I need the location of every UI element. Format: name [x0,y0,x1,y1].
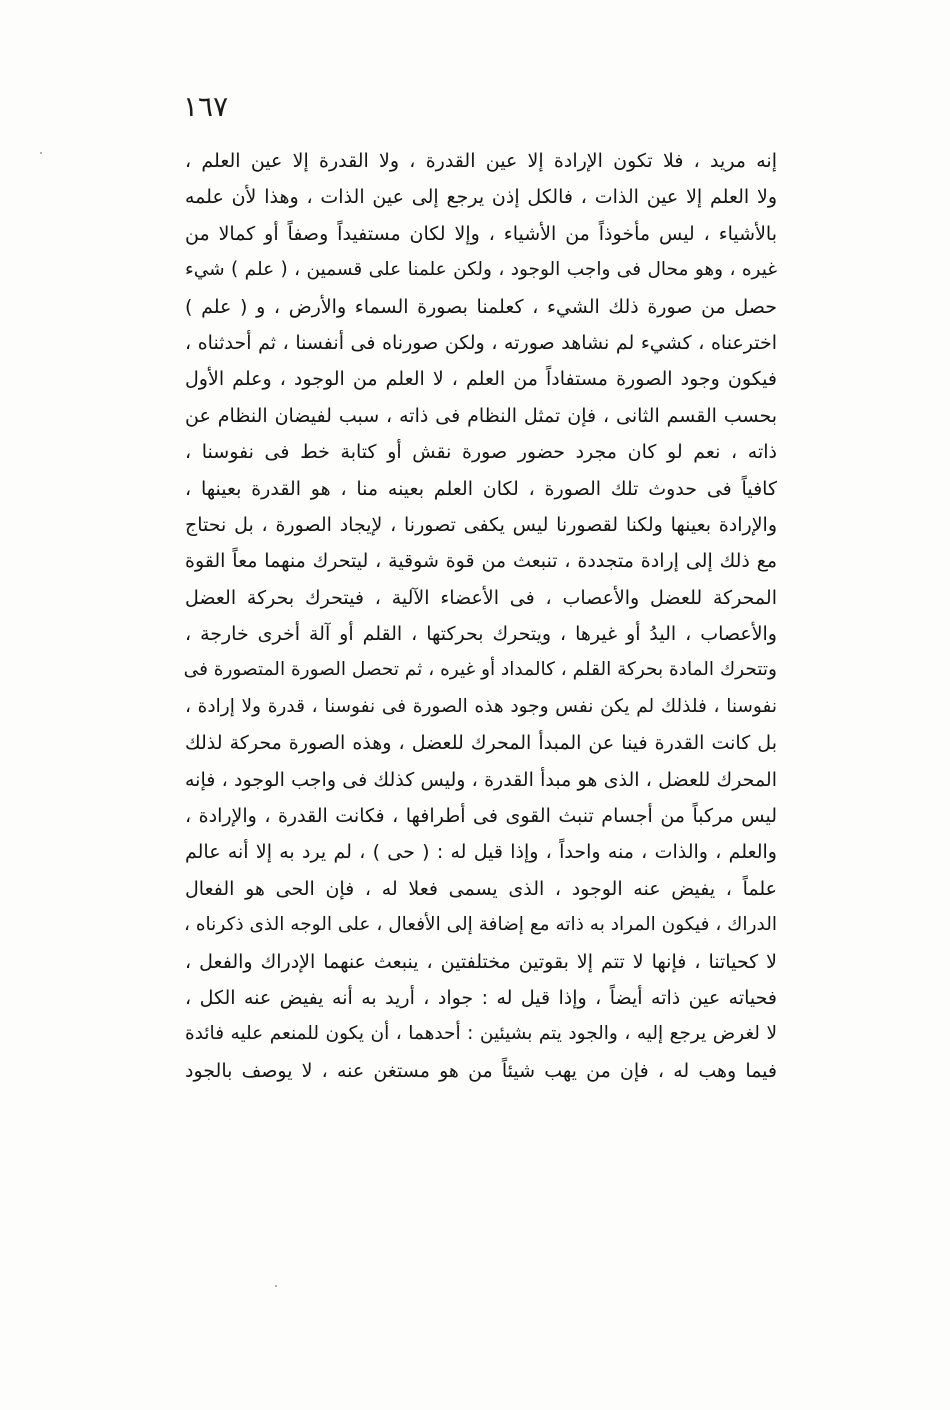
paper-speck [40,152,42,154]
text-line: المحرك للعضل ، الذى هو مبدأ القدرة ، وليس كذلك فى واجب الوجود ، فإنه [185,768,777,791]
text-line: كافياً فى حدوث تلك الصورة ، لكان العلم بعينه منا ، هو القدرة بعينها ، [185,477,777,500]
text-line: بحسب القسم الثانى ، فإن تمثل النظام فى ذاته ، سبب لفيضان النظام عن [185,404,777,427]
text-line: حصل من صورة ذلك الشيء ، كعلمنا بصورة السماء والأرض ، و ( علم ) [185,295,777,318]
paper-speck [275,1285,277,1287]
text-line: بالأشياء ، ليس مأخوذاً من الأشياء ، وإلا لكان مستفيداً وصفاً أو كمالا من [185,222,777,245]
text-line: غيره ، وهو محال فى واجب الوجود ، ولكن علمنا على قسمين ، ( علم ) شيء [185,259,777,281]
text-line: الدراك ، فيكون المراد به ذاته مع إضافة إلى الأفعال ، على الوجه الذى ذكرناه ، [184,914,777,936]
text-line: لا كحياتنا ، فإنها لا تتم إلا بقوتين مختلفتين ، ينبعث عنهما الإدراك والفعل ، [185,950,777,973]
text-line: المحركة للعضل والأعصاب ، فى الأعضاء الآلية ، فيتحرك بحركة العضل [185,586,777,609]
text-line: فيما وهب له ، فإن من يهب شيئاً من هو مستغن عنه ، لا يوصف بالجود [185,1059,777,1082]
text-line: وتتحرك المادة بحركة القلم ، كالمداد أو غيره ، ثم تحصل الصورة المتصورة فى [183,659,777,681]
page-number: ١٦٧ [183,90,229,123]
text-line: والعلم ، والذات ، منه واحداً ، وإذا قيل له : ( حى ) ، لم يرد به إلا أنه عالم [185,841,777,864]
text-line: والإرادة بعينها ولكنا لقصورنا ليس يكفى تصورنا ، لإيجاد الصورة ، بل نحتاج [185,513,777,536]
text-line: فحياته عين ذاته أيضاً ، وإذا قيل له : جواد ، أريد به أنه يفيض عنه الكل ، [185,986,777,1009]
text-line: نفوسنا ، فلذلك لم يكن نفس وجود هذه الصورة فى نفوسنا ، قدرة ولا إرادة ، [185,695,777,717]
text-line: والأعصاب ، اليدُ أو غيرها ، ويتحرك بحركتها ، القلم أو آلة أخرى خارجة ، [185,623,777,646]
text-line: فيكون وجود الصورة مستفاداً من العلم ، لا العلم من الوجود ، وعلم الأول [185,368,777,391]
text-line: ذاته ، نعم لو كان مجرد حضور صورة نقش أو كتابة خط فى نفوسنا ، [185,441,777,464]
text-line: اخترعناه ، كشيء لم نشاهد صورته ، ولكن صورناه فى أنفسنا ، ثم أحدثناه ، [185,331,777,354]
text-line: لا لغرض يرجع إليه ، والجود يتم بشيئين : أحدهما ، أن يكون للمنعم عليه فائدة [185,1023,777,1045]
text-line: ولا العلم إلا عين الذات ، فالكل إذن يرجع إلى عين الذات ، وهذا لأن علمه [185,186,777,209]
text-line: بل كانت القدرة فينا عن المبدأ المحرك للعضل ، وهذه الصورة محركة لذلك [185,732,777,755]
text-line: علماً ، يفيض عنه الوجود ، الذى يسمى فعلا له ، فإن الحى هو الفعال [185,877,777,900]
body-text [185,143,777,1089]
text-line: إنه مريد ، فلا تكون الإرادة إلا عين القدرة ، ولا القدرة إلا عين العلم ، [185,150,777,172]
text-line: ليس مركباً من أجسام تنبث القوى فى أطرافها ، فكانت القدرة ، والإرادة ، [185,805,777,828]
text-line: مع ذلك إلى إرادة متجددة ، تنبعث من قوة شوقية ، ليتحرك منهما معاً القوة [185,550,777,573]
